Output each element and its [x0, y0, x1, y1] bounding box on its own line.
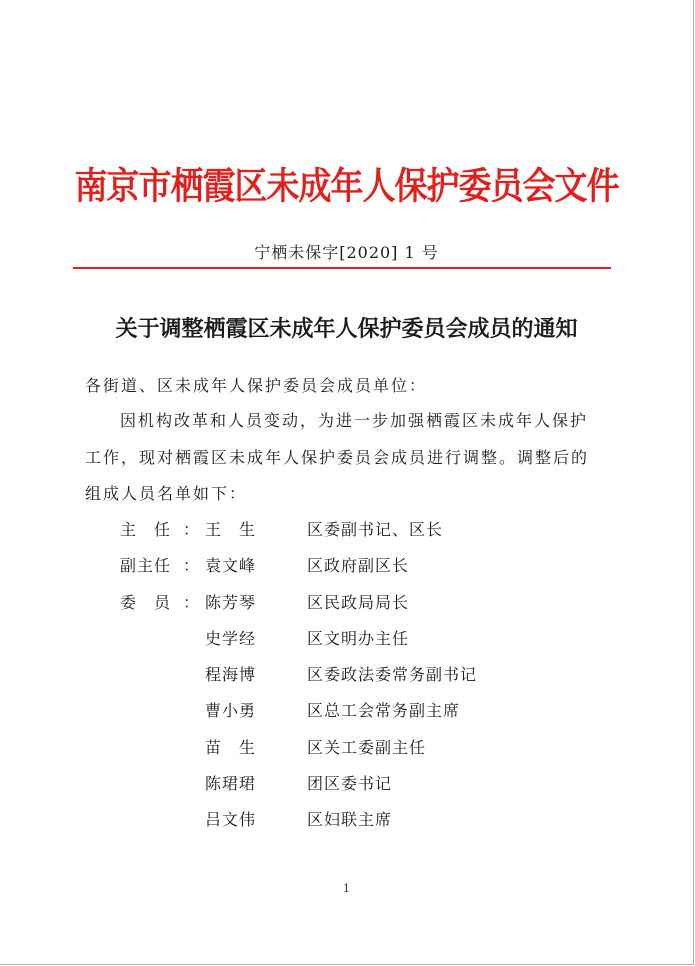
- member-row: [0, 735, 693, 759]
- member-role: 主 任: [120, 520, 172, 539]
- member-row: [0, 698, 693, 722]
- member-position: 区总工会常务副主席: [307, 701, 461, 720]
- member-name: 史学经: [205, 629, 257, 648]
- member-row: [0, 517, 693, 541]
- member-name: 王 生: [205, 520, 257, 539]
- page-number: 1: [343, 882, 350, 895]
- member-colon: ：: [183, 556, 200, 575]
- member-name: 吕文伟: [205, 810, 257, 829]
- member-position: 区委政法委常务副书记: [307, 665, 478, 684]
- member-position: 区民政局局长: [307, 593, 410, 612]
- member-position: 团区委书记: [307, 774, 393, 793]
- member-name: 袁文峰: [205, 556, 257, 575]
- paragraph-line-3: 组成人员名单如下：: [85, 484, 248, 503]
- paragraph-line-2: 工作，现对栖霞区未成年人保护委员会成员进行调整。调整后的: [85, 448, 590, 467]
- member-position: 区关工委副主任: [307, 738, 427, 757]
- member-role: 委 员: [120, 593, 172, 612]
- document-header-title: 南京市栖霞区未成年人保护委员会文件: [74, 163, 619, 208]
- member-name: 苗 生: [205, 738, 257, 757]
- member-name: 陈珺珺: [205, 774, 257, 793]
- member-row: [0, 662, 693, 686]
- member-name: 程海博: [205, 665, 257, 684]
- salutation: 各街道、区未成年人保护委员会成员单位：: [85, 376, 428, 395]
- member-colon: ：: [183, 593, 200, 612]
- member-role: 副主任: [120, 556, 172, 575]
- red-divider-line: [73, 267, 611, 269]
- member-position: 区妇联主席: [307, 810, 393, 829]
- paragraph-line-1: 因机构改革和人员变动，为进一步加强栖霞区未成年人保护: [120, 411, 589, 430]
- member-row: [0, 807, 693, 831]
- member-name: 曹小勇: [205, 701, 257, 720]
- member-row: [0, 553, 693, 577]
- member-row: [0, 590, 693, 614]
- member-position: 区委副书记、区长: [307, 520, 444, 539]
- member-position: 区文明办主任: [307, 629, 410, 648]
- member-colon: ：: [183, 520, 200, 539]
- member-row: [0, 771, 693, 795]
- member-name: 陈芳琴: [205, 593, 257, 612]
- member-row: [0, 626, 693, 650]
- notice-title: 关于调整栖霞区未成年人保护委员会成员的通知: [115, 316, 578, 342]
- member-position: 区政府副区长: [307, 556, 410, 575]
- document-number: 宁栖未保字[2020] 1 号: [254, 243, 439, 262]
